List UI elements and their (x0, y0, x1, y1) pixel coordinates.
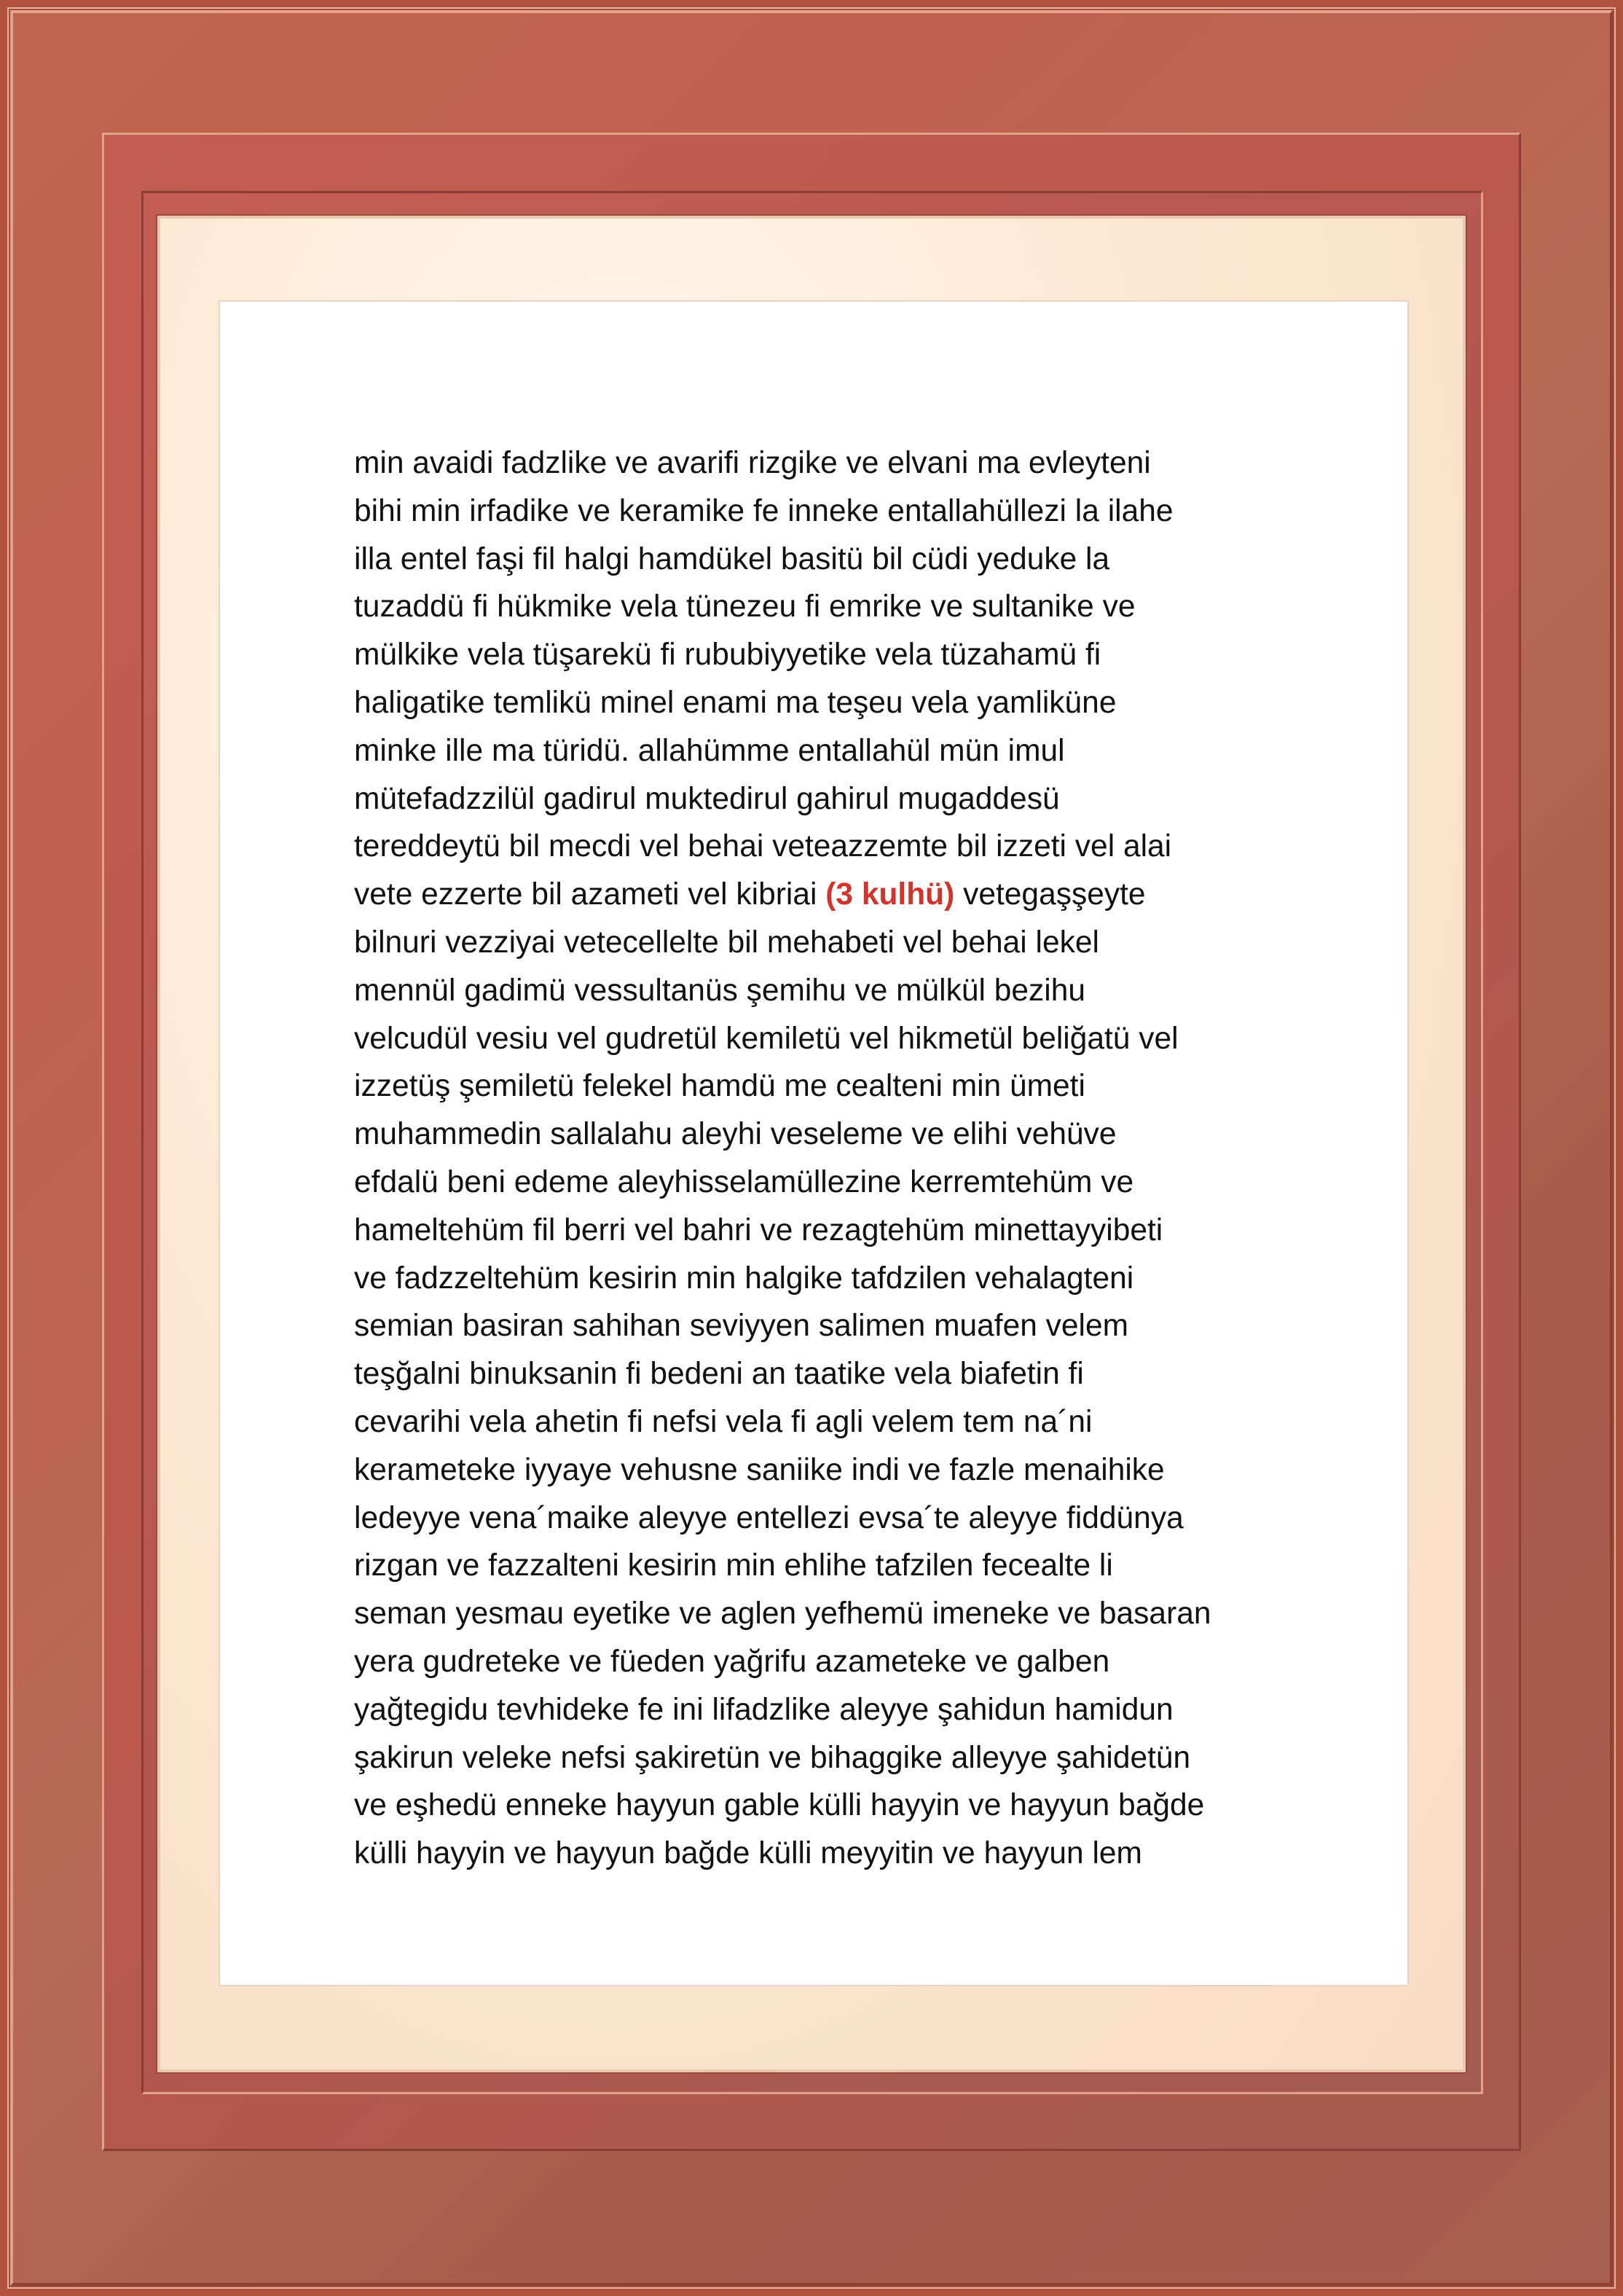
text-line-24: rizgan ve fazzalteni kesirin min ehlihe tafzilen fecealte li (354, 1548, 1113, 1583)
text-line-30: külli hayyin ve hayyun bağde külli meyyitin ve hayyun lem (354, 1836, 1142, 1871)
text-line-16: efdalü beni edeme aleyhisselamüllezine kerremtehüm ve (354, 1164, 1134, 1199)
text-line-10-start: vete ezzerte bil azameti vel kibriai (354, 877, 817, 912)
text-line-20: teşğalni binuksanin fi bedeni an taatike vela biafetin fi (354, 1357, 1084, 1392)
text-line-15: muhammedin sallalahu aleyhi veseleme ve elihi vehüve (354, 1117, 1117, 1152)
text-line-17: hameltehüm fil berri vel bahri ve rezagtehüm minettayyibeti (354, 1212, 1163, 1247)
text-line-29: ve eşhedü enneke hayyun gable külli hayyin ve hayyun bağde (354, 1788, 1205, 1823)
text-line-10 (354, 871, 1294, 919)
text-line-14: izzetüş şemiletü felekel hamdü me cealteni min ümeti (354, 1069, 1085, 1104)
text-line-13: velcudül vesiu vel gudretül kemiletü vel hikmetül beliğatü vel (354, 1021, 1179, 1056)
text-line-27: yağtegidu tevhideke fe ini lifadzlike aleyye şahidun hamidun (354, 1692, 1174, 1727)
text-line-21: cevarihi vela ahetin fi nefsi vela fi agli velem tem na´ni (354, 1404, 1093, 1439)
text-line-7: minke ille ma türidü. allahümme entallahül mün imul (354, 733, 1065, 768)
text-line-2: bihi min irfadike ve keramike fe inneke entallahüllezi la ilahe (354, 493, 1174, 528)
text-line-12: mennül gadimü vessultanüs şemihu ve mülkül bezihu (354, 973, 1086, 1008)
text-line-11: bilnuri vezziyai vetecellelte bil mehabeti vel behai lekel (354, 925, 1099, 960)
text-line-18: ve fadzzeltehüm kesirin min halgike tafdzilen vehalagteni (354, 1261, 1134, 1296)
text-line-25: seman yesmau eyetike ve aglen yefhemü imeneke ve basaran (354, 1596, 1211, 1631)
text-line-26: yera gudreteke ve füeden yağrifu azameteke ve galben (354, 1644, 1110, 1679)
text-line-5: mülkike vela tüşarekü fi rububiyyetike vela tüzahamü fi (354, 638, 1101, 673)
prayer-text-block (354, 439, 1294, 1878)
text-line-22: kerameteke iyyaye vehusne saniike indi ve fazle menaihike (354, 1452, 1165, 1487)
text-line-28: şakirun veleke nefsi şakiretün ve bihaggike alleyye şahidetün (354, 1740, 1191, 1775)
text-line-23: ledeyye vena´maike aleyye entellezi evsa´te aleyye fiddünya (354, 1500, 1184, 1535)
text-line-4: tuzaddü fi hükmike vela tünezeu fi emrike ve sultanike ve (354, 589, 1136, 624)
text-line-6: haligatike temlikü minel enami ma teşeu vela yamliküne (354, 685, 1117, 720)
text-line-19: semian basiran sahihan seviyyen salimen muafen velem (354, 1309, 1129, 1344)
text-line-1: min avaidi fadzlike ve avarifi rizgike ve elvani ma evleyteni (354, 446, 1151, 480)
text-line-3: illa entel faşi fil halgi hamdükel basitü bil cüdi yeduke la (354, 541, 1110, 576)
kulhu-annotation: (3 kulhü) (825, 877, 955, 912)
text-line-9: tereddeytü bil mecdi vel behai veteazzemte bil izzeti vel alai (354, 829, 1172, 864)
text-line-10-end: vetegaşşeyte (954, 877, 1146, 912)
text-line-8: mütefadzzilül gadirul muktedirul gahirul mugaddesü (354, 781, 1060, 816)
